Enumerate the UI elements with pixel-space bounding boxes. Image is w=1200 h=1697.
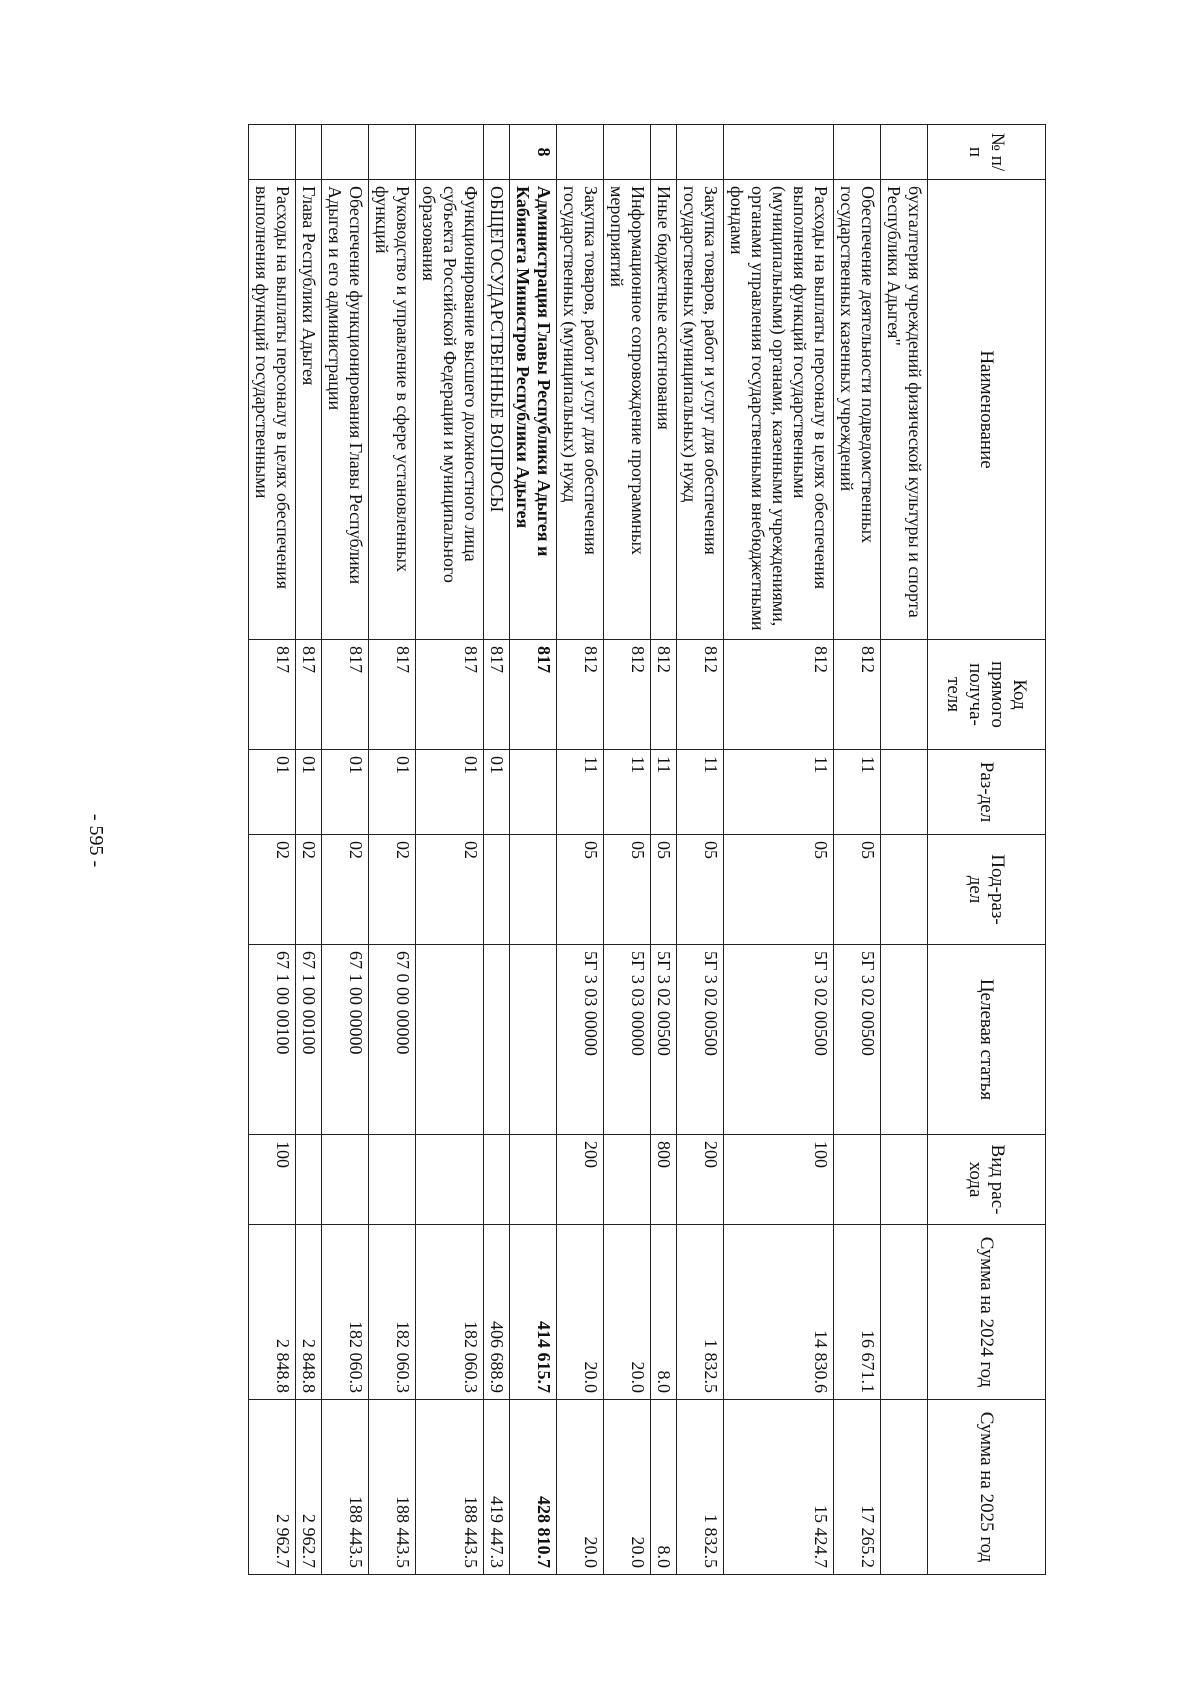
table-row [416,125,484,1575]
cell-name: Функционирование высшего должностного лица субъекта Российской Федерации и муниципального образования [416,180,484,640]
header-sum-2024: Сумма на 2024 год [928,1225,1046,1400]
cell-recipient: 812 [724,640,834,750]
cell-section: 01 [249,750,296,835]
cell-subsection: 05 [834,835,881,945]
cell-section: 11 [724,750,834,835]
table-row [724,125,834,1575]
cell-target [484,945,510,1135]
cell-recipient: 817 [322,640,369,750]
cell-sum-2025: 419 447.3 [484,1400,510,1575]
cell-recipient: 817 [249,640,296,750]
table-row [881,125,928,1575]
cell-sum-2024: 20.0 [557,1225,604,1400]
cell-target: 67 1 00 00000 [322,945,369,1135]
table-header-row [928,125,1046,1575]
cell-target: 5Г 3 03 00000 [604,945,651,1135]
cell-sum-2025: 2 962.7 [249,1400,296,1575]
cell-subsection: 05 [651,835,677,945]
cell-target: 5Г 3 02 00500 [677,945,724,1135]
cell-section [510,750,557,835]
cell-sum-2025: 1 832.5 [677,1400,724,1575]
table-row [604,125,651,1575]
header-name: Наименование [928,180,1046,640]
cell-expense-type [369,1135,416,1225]
table-row [651,125,677,1575]
cell-subsection [881,835,928,945]
cell-sum-2024: 14 830.6 [724,1225,834,1400]
cell-no [881,125,928,180]
cell-expense-type: 100 [249,1135,296,1225]
cell-recipient [881,640,928,750]
cell-recipient: 817 [416,640,484,750]
cell-expense-type [416,1135,484,1225]
page-number: - 595 - [85,813,108,867]
cell-no [651,125,677,180]
cell-target: 5Г 3 03 00000 [557,945,604,1135]
cell-expense-type [881,1135,928,1225]
cell-expense-type [834,1135,881,1225]
cell-target: 5Г 3 02 00500 [651,945,677,1135]
cell-sum-2025: 2 962.7 [296,1400,322,1575]
cell-section [881,750,928,835]
table-row [249,125,296,1575]
table-row [557,125,604,1575]
cell-sum-2024: 182 060.3 [416,1225,484,1400]
cell-subsection [484,835,510,945]
cell-name: Администрация Главы Республики Адыгея и Кабинета Министров Республики Адыгея [510,180,557,640]
cell-sum-2024: 16 671.1 [834,1225,881,1400]
cell-expense-type [296,1135,322,1225]
cell-recipient: 812 [677,640,724,750]
cell-subsection: 02 [416,835,484,945]
cell-name: Обеспечение деятельности подведомственных государственных казенных учреждений [834,180,881,640]
cell-target: 67 1 00 00100 [296,945,322,1135]
cell-no [322,125,369,180]
cell-sum-2024: 1 832.5 [677,1225,724,1400]
header-subsection: Под-раз-дел [928,835,1046,945]
cell-sum-2024: 20.0 [604,1225,651,1400]
cell-name: ОБЩЕГОСУДАРСТВЕННЫЕ ВОПРОСЫ [484,180,510,640]
cell-no [484,125,510,180]
cell-expense-type [322,1135,369,1225]
cell-no [677,125,724,180]
cell-expense-type [510,1135,557,1225]
cell-sum-2025: 188 443.5 [369,1400,416,1575]
cell-recipient: 817 [510,640,557,750]
cell-target: 5Г 3 02 00500 [724,945,834,1135]
cell-sum-2025: 8.0 [651,1400,677,1575]
header-expense-type: Вид рас-хода [928,1135,1046,1225]
cell-recipient: 817 [369,640,416,750]
table-row [834,125,881,1575]
table-row [322,125,369,1575]
cell-no [296,125,322,180]
cell-sum-2024: 414 615.7 [510,1225,557,1400]
cell-target: 5Г 3 02 00500 [834,945,881,1135]
cell-sum-2025: 428 810.7 [510,1400,557,1575]
cell-subsection: 05 [604,835,651,945]
cell-name: Руководство и управление в сфере установленных функций [369,180,416,640]
cell-sum-2025: 20.0 [604,1400,651,1575]
table-row [484,125,510,1575]
header-recipient-code: Код прямого получа-теля [928,640,1046,750]
cell-section: 01 [369,750,416,835]
cell-subsection [510,835,557,945]
cell-sum-2024: 8.0 [651,1225,677,1400]
cell-recipient: 812 [557,640,604,750]
cell-sum-2025: 188 443.5 [322,1400,369,1575]
cell-name: Расходы на выплаты персоналу в целях обеспечения выполнения функций государственными (муниципальными) органами, казенными учреждениями, органами управления государственными внебюджетными фондами [724,180,834,640]
cell-sum-2024: 2 848.8 [249,1225,296,1400]
page-number-wrapper [76,790,116,890]
cell-name: Обеспечение функционирования Главы Республики Адыгея и его администрации [322,180,369,640]
cell-sum-2025: 17 265.2 [834,1400,881,1575]
cell-recipient: 812 [651,640,677,750]
cell-section: 01 [484,750,510,835]
cell-name: Иные бюджетные ассигнования [651,180,677,640]
cell-section: 01 [296,750,322,835]
table-row [369,125,416,1575]
table-row [296,125,322,1575]
cell-subsection: 02 [322,835,369,945]
cell-recipient: 812 [604,640,651,750]
cell-expense-type: 100 [724,1135,834,1225]
header-section: Раз-дел [928,750,1046,835]
table-row-section-header [510,125,557,1575]
cell-target: 67 1 00 00100 [249,945,296,1135]
cell-subsection: 05 [724,835,834,945]
cell-recipient: 817 [484,640,510,750]
header-no: № п/п [928,125,1046,180]
cell-section: 11 [651,750,677,835]
cell-sum-2024: 2 848.8 [296,1225,322,1400]
cell-sum-2024: 182 060.3 [322,1225,369,1400]
cell-target [510,945,557,1135]
cell-name: Закупка товаров, работ и услуг для обеспечения государственных (муниципальных) нужд [677,180,724,640]
cell-section: 11 [677,750,724,835]
table-row [677,125,724,1575]
cell-no [369,125,416,180]
cell-name: Закупка товаров, работ и услуг для обеспечения государственных (муниципальных) нужд [557,180,604,640]
cell-no [834,125,881,180]
cell-target [416,945,484,1135]
cell-expense-type: 200 [557,1135,604,1225]
cell-expense-type: 800 [651,1135,677,1225]
cell-expense-type [484,1135,510,1225]
cell-target [881,945,928,1135]
cell-no [604,125,651,180]
cell-subsection: 02 [296,835,322,945]
cell-no [724,125,834,180]
header-target-article: Целевая статья [928,945,1046,1135]
cell-no [557,125,604,180]
cell-sum-2025: 20.0 [557,1400,604,1575]
cell-sum-2024: 182 060.3 [369,1225,416,1400]
cell-subsection: 02 [369,835,416,945]
cell-sum-2024: 406 688.9 [484,1225,510,1400]
header-sum-2025: Сумма на 2025 год [928,1400,1046,1575]
cell-target: 67 0 00 00000 [369,945,416,1135]
cell-name: Информационное сопровождение программных мероприятий [604,180,651,640]
budget-table [248,124,1046,1575]
cell-sum-2025 [881,1400,928,1575]
cell-section: 11 [604,750,651,835]
cell-expense-type: 200 [677,1135,724,1225]
cell-recipient: 817 [296,640,322,750]
cell-subsection: 02 [249,835,296,945]
cell-no: 8 [510,125,557,180]
cell-recipient: 812 [834,640,881,750]
cell-sum-2025: 188 443.5 [416,1400,484,1575]
cell-no [249,125,296,180]
rotated-table-container [131,124,1046,1574]
cell-section: 01 [416,750,484,835]
cell-subsection: 05 [677,835,724,945]
cell-sum-2025: 15 424.7 [724,1400,834,1575]
cell-section: 11 [557,750,604,835]
cell-expense-type [604,1135,651,1225]
cell-subsection: 05 [557,835,604,945]
cell-sum-2024 [881,1225,928,1400]
cell-name: Расходы на выплаты персоналу в целях обеспечения выполнения функций государственными [249,180,296,640]
cell-section: 11 [834,750,881,835]
cell-name: бухгалтерия учреждений физической культуры и спорта Республики Адыгея" [881,180,928,640]
cell-section: 01 [322,750,369,835]
cell-name: Глава Республики Адыгея [296,180,322,640]
cell-no [416,125,484,180]
